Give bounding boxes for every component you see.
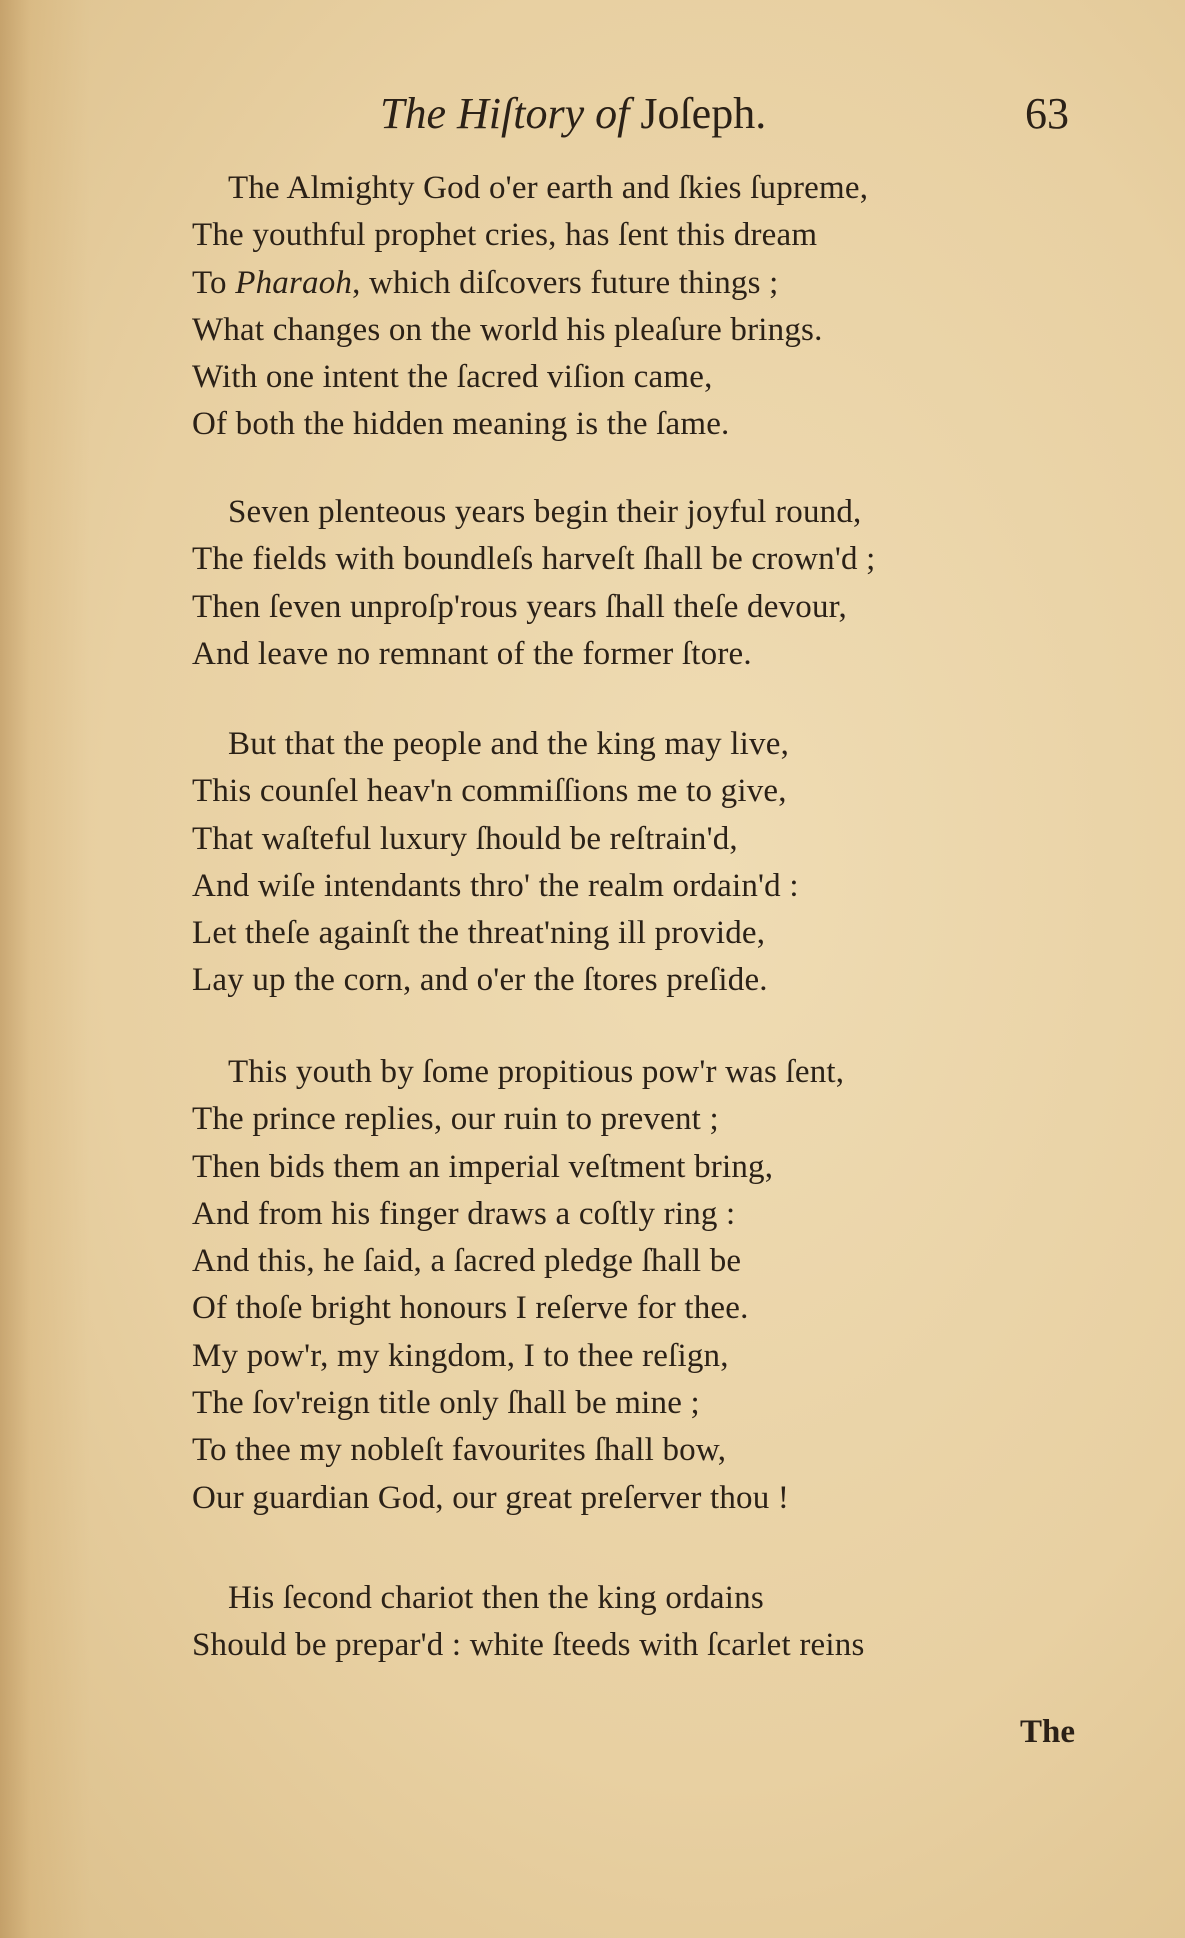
- verse-line: Should be prepar'd : white ſteeds with ſcarlet reins: [192, 1627, 865, 1664]
- verse-line: And this, he ſaid, a ſacred pledge ſhall be: [192, 1243, 742, 1280]
- running-title-italic: The Hiſtory of: [380, 89, 630, 138]
- verse-line: The prince replies, our ruin to prevent ;: [192, 1101, 719, 1138]
- verse-line: Our guardian God, our great preſerver thou !: [192, 1479, 790, 1516]
- stanza: [192, 165, 868, 449]
- verse-line: The Almighty God o'er earth and ſkies ſupreme,: [228, 170, 869, 206]
- running-header: [0, 88, 1185, 148]
- catchword: The: [1020, 1714, 1076, 1750]
- verse-line: My pow'r, my kingdom, I to thee reſign,: [192, 1337, 729, 1374]
- verse-line: Seven plenteous years begin their joyful round,: [228, 494, 862, 530]
- running-title-roman: Joſeph.: [640, 89, 767, 138]
- verse-line: His ſecond chariot then the king ordains: [228, 1580, 764, 1616]
- verse-line: Lay up the corn, and o'er the ſtores preſide.: [192, 962, 768, 999]
- verse-line: That waſteful luxury ſhould be reſtrain'd,: [192, 820, 738, 857]
- verse-line: This youth by ſome propitious pow'r was ſent,: [228, 1054, 845, 1090]
- verse-line: Then ſeven unproſp'rous years ſhall theſe devour,: [192, 588, 847, 625]
- page-number: 63: [1025, 89, 1069, 138]
- stanza: [192, 721, 799, 1005]
- verse-line: And leave no remnant of the former ſtore.: [192, 635, 752, 672]
- verse-line: To thee my nobleſt favourites ſhall bow,: [192, 1432, 727, 1469]
- verse-line: Of both the hidden meaning is the ſame.: [192, 406, 730, 443]
- verse-line: Of thoſe bright honours I reſerve for thee.: [192, 1290, 749, 1327]
- verse-line: To Pharaoh, which diſcovers future things ;: [192, 264, 779, 301]
- italic-name: Pharaoh: [235, 264, 353, 301]
- verse-line: With one intent the ſacred viſion came,: [192, 359, 713, 396]
- stanza: [192, 1049, 844, 1522]
- running-title: [380, 88, 766, 139]
- stanza: [192, 1575, 865, 1670]
- verse-line: And wiſe intendants thro' the realm ordain'd :: [192, 867, 799, 904]
- verse-line: What changes on the world his pleaſure brings.: [192, 311, 823, 348]
- verse-line: Let theſe againſt the threat'ning ill provide,: [192, 915, 766, 952]
- verse-line: But that the people and the king may live,: [228, 726, 790, 762]
- verse-line: This counſel heav'n commiſſions me to give,: [192, 773, 787, 810]
- verse-line: And from his finger draws a coſtly ring :: [192, 1195, 736, 1232]
- stanza: [192, 489, 876, 678]
- verse-line: The ſov'reign title only ſhall be mine ;: [192, 1385, 700, 1422]
- verse-line: The youthful prophet cries, has ſent this dream: [192, 217, 818, 254]
- verse-line: Then bids them an imperial veſtment bring,: [192, 1148, 774, 1185]
- verse-line: The fields with boundleſs harveſt ſhall be crown'd ;: [192, 541, 876, 578]
